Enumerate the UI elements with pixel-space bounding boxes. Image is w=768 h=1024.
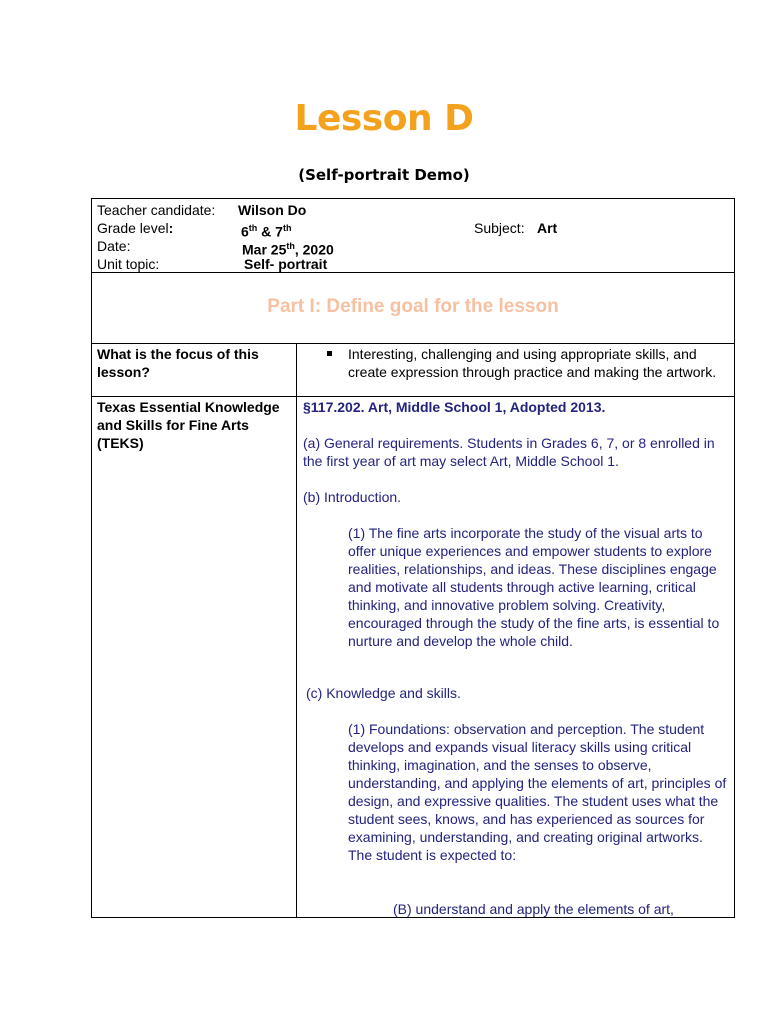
teacher-label: Teacher candidate: — [97, 202, 216, 218]
table-column-divider — [296, 343, 297, 918]
teacher-value: Wilson Do — [238, 202, 307, 218]
teks-section-b1: (1) The fine arts incorporate the study of the visual arts to offer unique experiences and empower students to explore realities, relationships, and ideas. These disciplines engage and motivate all students through active learning, critical thinking, and innovative problem solving. Creativity, encouraged through the study of the fine arts, is essential to nurture and develop the whole child. — [348, 525, 720, 649]
subject-value: Art — [537, 220, 558, 236]
unit-topic-label: Unit topic: — [97, 256, 160, 272]
teks-section-c1b: (B) understand and apply the elements of art, — [393, 901, 674, 917]
date-a: Mar 25 — [242, 241, 287, 258]
grade-mid: & 7 — [257, 223, 283, 240]
bullet-marker — [327, 351, 332, 356]
grade-level-label — [97, 219, 173, 237]
part1-heading: Part I: Define goal for the lesson — [267, 296, 559, 317]
date-sup: th — [286, 241, 295, 251]
table-row-divider — [91, 396, 735, 397]
lesson-subtitle: (Self-portrait Demo) — [298, 166, 470, 184]
grade-level-label-text: Grade level — [97, 220, 169, 236]
grade-6-sup: th — [248, 223, 258, 233]
subject-label: Subject: — [474, 220, 525, 236]
grade-7-sup: th — [282, 223, 292, 233]
teks-section-a: (a) General requirements. Students in Grades 6, 7, or 8 enrolled in the first year of art may select Art, Middle School 1. — [303, 435, 715, 469]
teks-section-c: (c) Knowledge and skills. — [306, 685, 461, 701]
focus-label: What is the focus of this lesson? — [97, 346, 259, 380]
teks-section-b: (b) Introduction. — [303, 489, 402, 505]
unit-topic-value: Self- portrait — [244, 256, 328, 272]
grade-level-colon: : — [168, 220, 174, 236]
teks-label: Texas Essential Knowledge and Skills for Fine Arts (TEKS) — [97, 399, 280, 451]
grade-6: 6 — [241, 223, 249, 240]
teks-section-c1: (1) Foundations: observation and perception. The student develops and expands visual literacy skills using critical thinking, imagination, and the senses to observe, understanding, and applying the elements of art, principles of design, and expressive qualities. The student uses what the student sees, knows, and has experienced as sources for examining, understanding, and creating original artworks. The student is expected to: — [348, 721, 727, 863]
teks-heading: §117.202. Art, Middle School 1, Adopted 2013. — [303, 399, 606, 415]
date-label: Date: — [97, 238, 131, 254]
lesson-title: Lesson D — [294, 98, 474, 139]
date-b: , 2020 — [294, 241, 334, 258]
focus-bullet-text: Interesting, challenging and using appropriate skills, and create expression through practice and making the artwork. — [348, 346, 717, 380]
